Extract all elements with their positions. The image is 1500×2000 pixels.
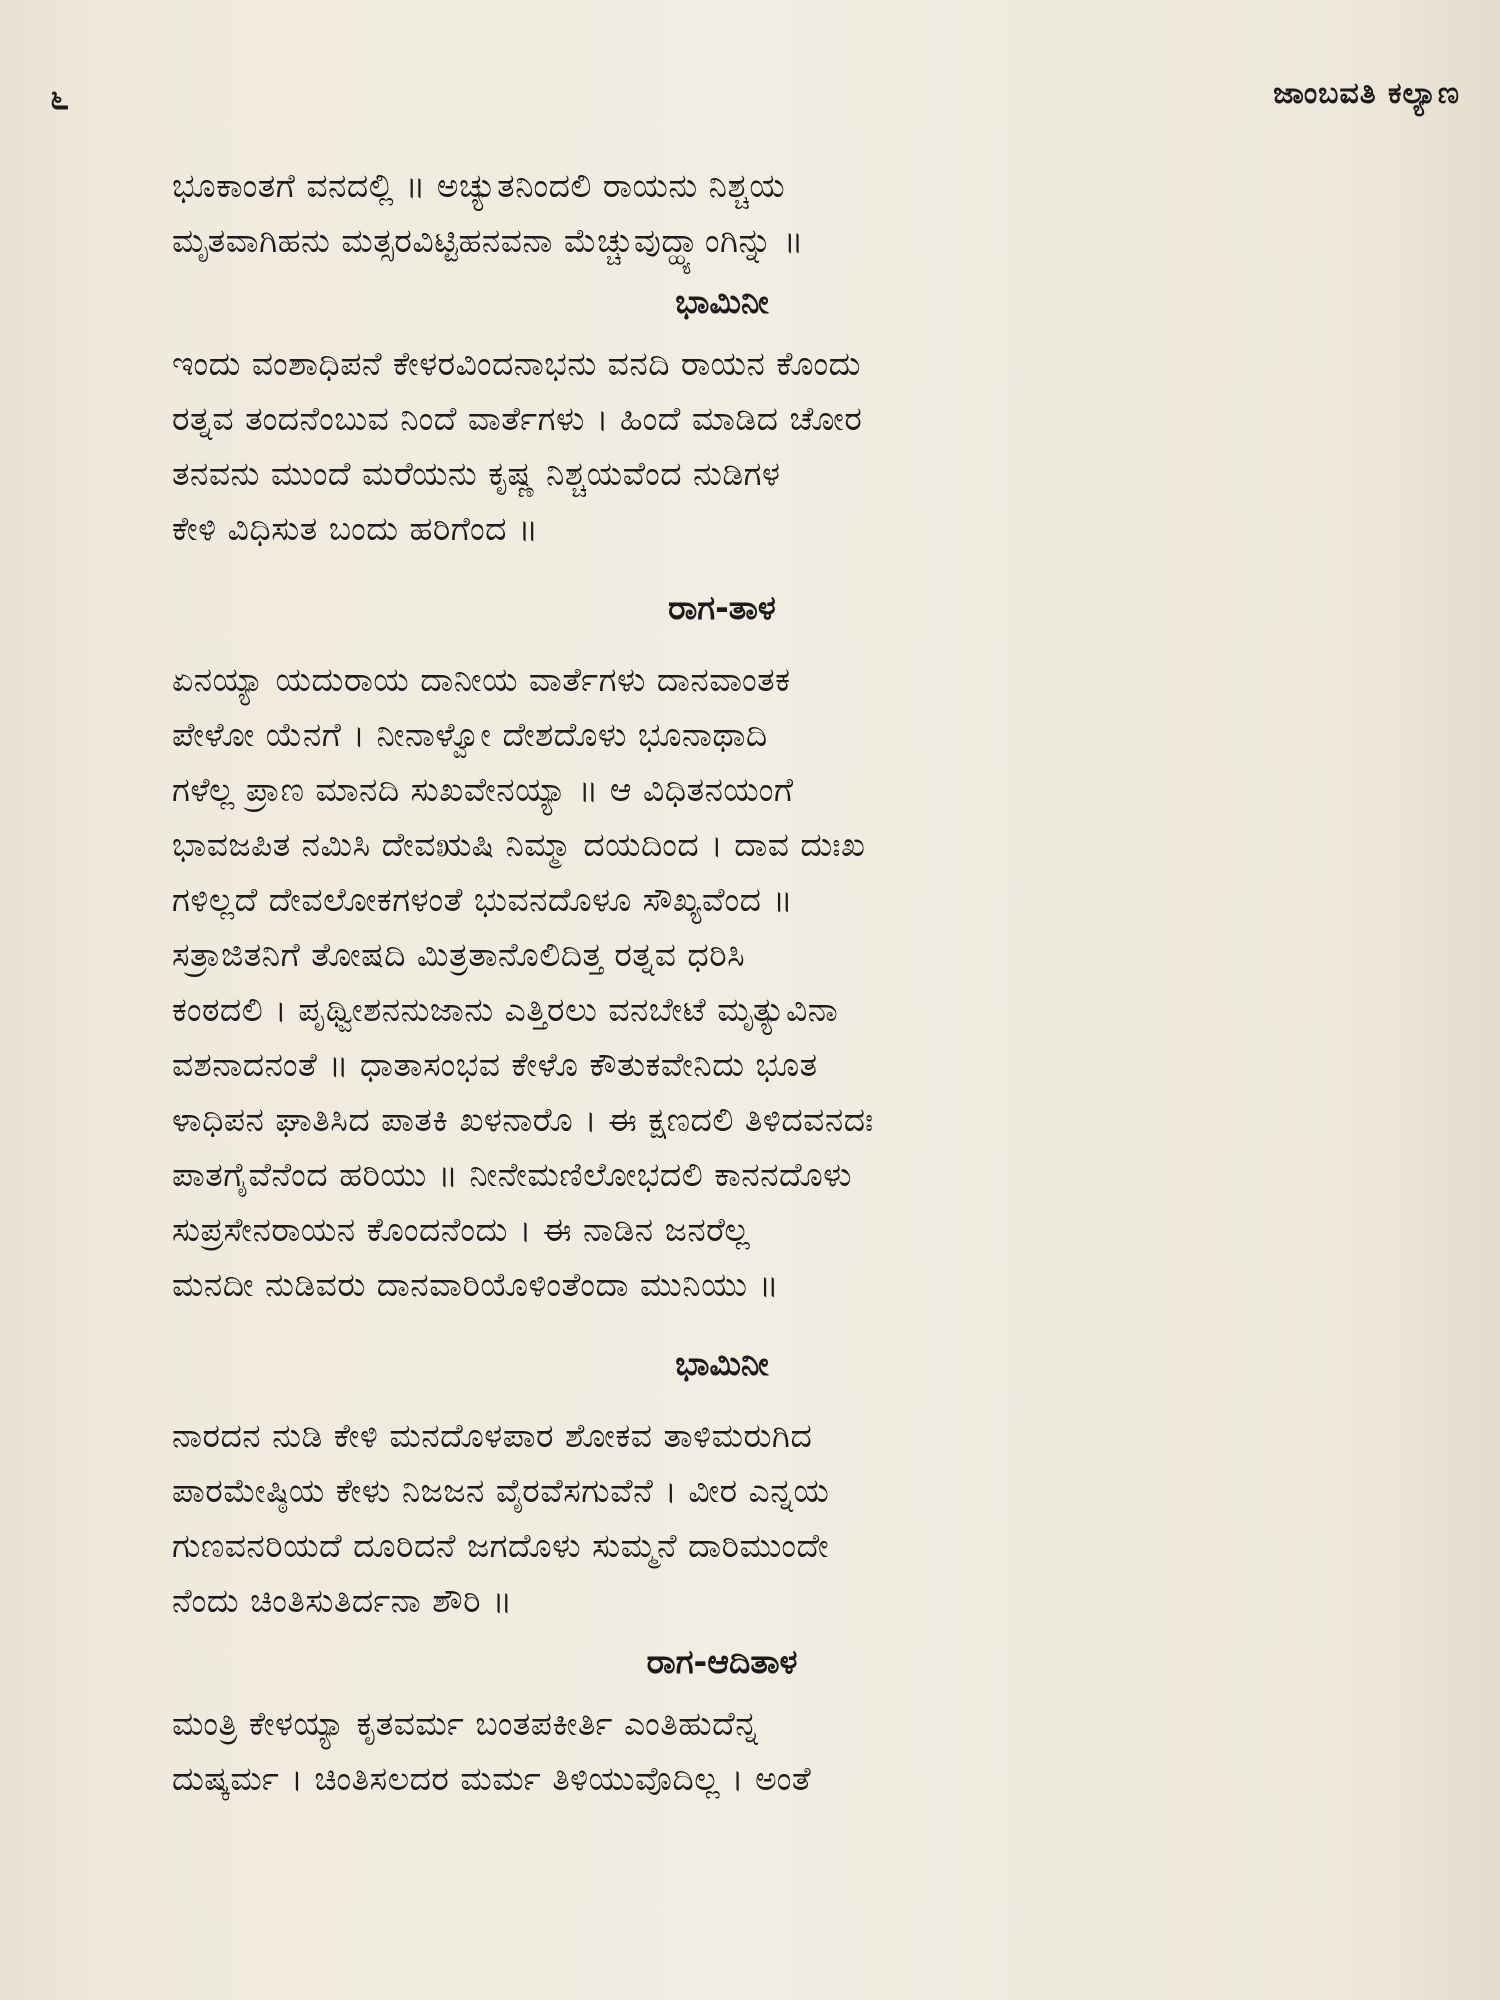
text-line: ಳಾಧಿಪನ ಘಾತಿಸಿದ ಪಾತಕಿ ಖಳನಾರೊ । ಈ ಕ್ಷಣದಲಿ ತಿಳಿದವನದಃ — [172, 1100, 874, 1139]
text-line: ರತ್ನವ ತಂದನೆಂಬುವ ನಿಂದೆ ವಾರ್ತೆಗಳು । ಹಿಂದೆ ಮಾಡಿದ ಚೋರ — [172, 399, 863, 438]
section-heading: ಭಾಮಿನೀ — [675, 1344, 769, 1383]
text-line: ಸತ್ರಾಜಿತನಿಗೆ ತೋಷದಿ ಮಿತ್ರತಾನೊಲಿದಿತ್ತ ರತ್ನವ ಧರಿಸಿ — [172, 935, 746, 974]
text-line: ಗಳಿಲ್ಲದೆ ದೇವಲೋಕಗಳಂತೆ ಭುವನದೊಳೂ ಸೌಖ್ಯವೆಂದ ॥ — [172, 880, 794, 919]
text-line: ತನವನು ಮುಂದೆ ಮರೆಯನು ಕೃಷ್ಣ ನಿಶ್ಚಯವೆಂದ ನುಡಿಗಳ — [172, 454, 781, 493]
section-bhamini-1 — [172, 276, 1352, 556]
text-line: ಮೃತವಾಗಿಹನು ಮತ್ಸರವಿಟ್ಟಿಹನವನಾ ಮೆಚ್ಚುವುದ್ಹ್ಯಾಂಗಿನ್ನು ॥ — [172, 221, 804, 260]
text-line: ಕೇಳಿ ವಿಧಿಸುತ ಬಂದು ಹರಿಗೆಂದ ॥ — [172, 509, 539, 548]
text-line: ಭೂಕಾಂತಗೆ ವನದಲ್ಲಿ ॥ ಅಚ್ಯುತನಿಂದಲಿ ರಾಯನು ನಿಶ್ಚಯ — [172, 166, 786, 205]
section-heading: ರಾಗ-ಆದಿತಾಳ — [646, 1642, 798, 1681]
section-raga-aditala — [172, 1636, 1352, 1806]
section-opening — [172, 158, 1352, 268]
text-line: ಪಾರಮೇಷ್ಠಿಯ ಕೇಳು ನಿಜಜನ ವೈರವೆಸಗುವೆನೆ । ವೀರ ಎನ್ನಯ — [172, 1471, 830, 1510]
text-line: ಗುಣವನರಿಯದೆ ದೂರಿದನೆ ಜಗದೊಳು ಸುಮ್ಮನೆ ದಾರಿಮುಂದೇ — [172, 1526, 830, 1565]
text-line: ನೆಂದು ಚಿಂತಿಸುತಿರ್ದನಾ ಶೌರಿ ॥ — [172, 1581, 513, 1620]
section-bhamini-2 — [172, 1338, 1352, 1628]
text-line: ನಾರದನ ನುಡಿ ಕೇಳಿ ಮನದೊಳಪಾರ ಶೋಕವ ತಾಳಿಮರುಗಿದ — [172, 1416, 813, 1455]
section-heading: ಭಾಮಿನೀ — [675, 282, 769, 321]
text-line: ಇಂದು ವಂಶಾಧಿಪನೆ ಕೇಳರವಿಂದನಾಭನು ವನದಿ ರಾಯನ ಕೊಂದು — [172, 344, 861, 383]
page-number: ೬ — [50, 78, 70, 118]
text-line: ಕಂಠದಲಿ । ಪೃಥ್ವೀಶನನುಜಾನು ಎತ್ತಿರಲು ವನಬೇಟೆ ಮೃತ್ಯುವಿನಾ — [172, 990, 839, 1029]
text-line: ಪೇಳೋ ಯೆನಗೆ । ನೀನಾಳ್ವೋ ದೇಶದೊಳು ಭೂನಾಥಾದಿ — [172, 715, 768, 754]
text-line: ಏನಯ್ಯಾ ಯದುರಾಯ ದಾನೀಯ ವಾರ್ತೆಗಳು ದಾನವಾಂತಕ — [172, 660, 791, 699]
page-body — [172, 158, 1352, 1806]
text-line: ಪಾತಗೈವೆನೆಂದ ಹರಿಯು ॥ ನೀನೇಮಣಿಲೋಭದಲಿ ಕಾನನದೊಳು — [172, 1155, 853, 1194]
text-line: ಗಳೆಲ್ಲ ಪ್ರಾಣ ಮಾನದಿ ಸುಖವೇನಯ್ಯಾ ॥ ಆ ವಿಧಿತನಯಂಗೆ — [172, 770, 794, 809]
section-heading: ರಾಗ-ತಾಳ — [668, 588, 776, 627]
section-raga-tala — [172, 582, 1352, 1312]
text-line: ಭಾವಜಪಿತ ನಮಿಸಿ ದೇವಋಷಿ ನಿಮ್ಮಾ ದಯದಿಂದ । ದಾವ ದುಃಖ — [172, 825, 866, 864]
text-line: ದುಷ್ಕರ್ಮ । ಚಿಂತಿಸಲದರ ಮರ್ಮ ತಿಳಿಯುವೊದಿಲ್ಲ । ಅಂತೆ — [172, 1759, 812, 1798]
text-line: ಸುಪ್ರಸೇನರಾಯನ ಕೊಂದನೆಂದು । ಈ ನಾಡಿನ ಜನರೆಲ್ಲ — [172, 1210, 751, 1249]
text-line: ಮಂತ್ರಿ ಕೇಳಯ್ಯಾ ಕೃತವರ್ಮ ಬಂತಪಕೀರ್ತಿ ಎಂತಿಹುದೆನ್ನ — [172, 1704, 759, 1743]
running-title: ಜಾಂಬವತಿ ಕಲ್ಯಾಣ — [1273, 76, 1460, 111]
text-line: ವಶನಾದನಂತೆ ॥ ಧಾತಾಸಂಭವ ಕೇಳೊ ಕೌತುಕವೇನಿದು ಭೂತ — [172, 1045, 818, 1084]
text-line: ಮನದೀ ನುಡಿವರು ದಾನವಾರಿಯೊಳಿಂತೆಂದಾ ಮುನಿಯು ॥ — [172, 1265, 780, 1304]
